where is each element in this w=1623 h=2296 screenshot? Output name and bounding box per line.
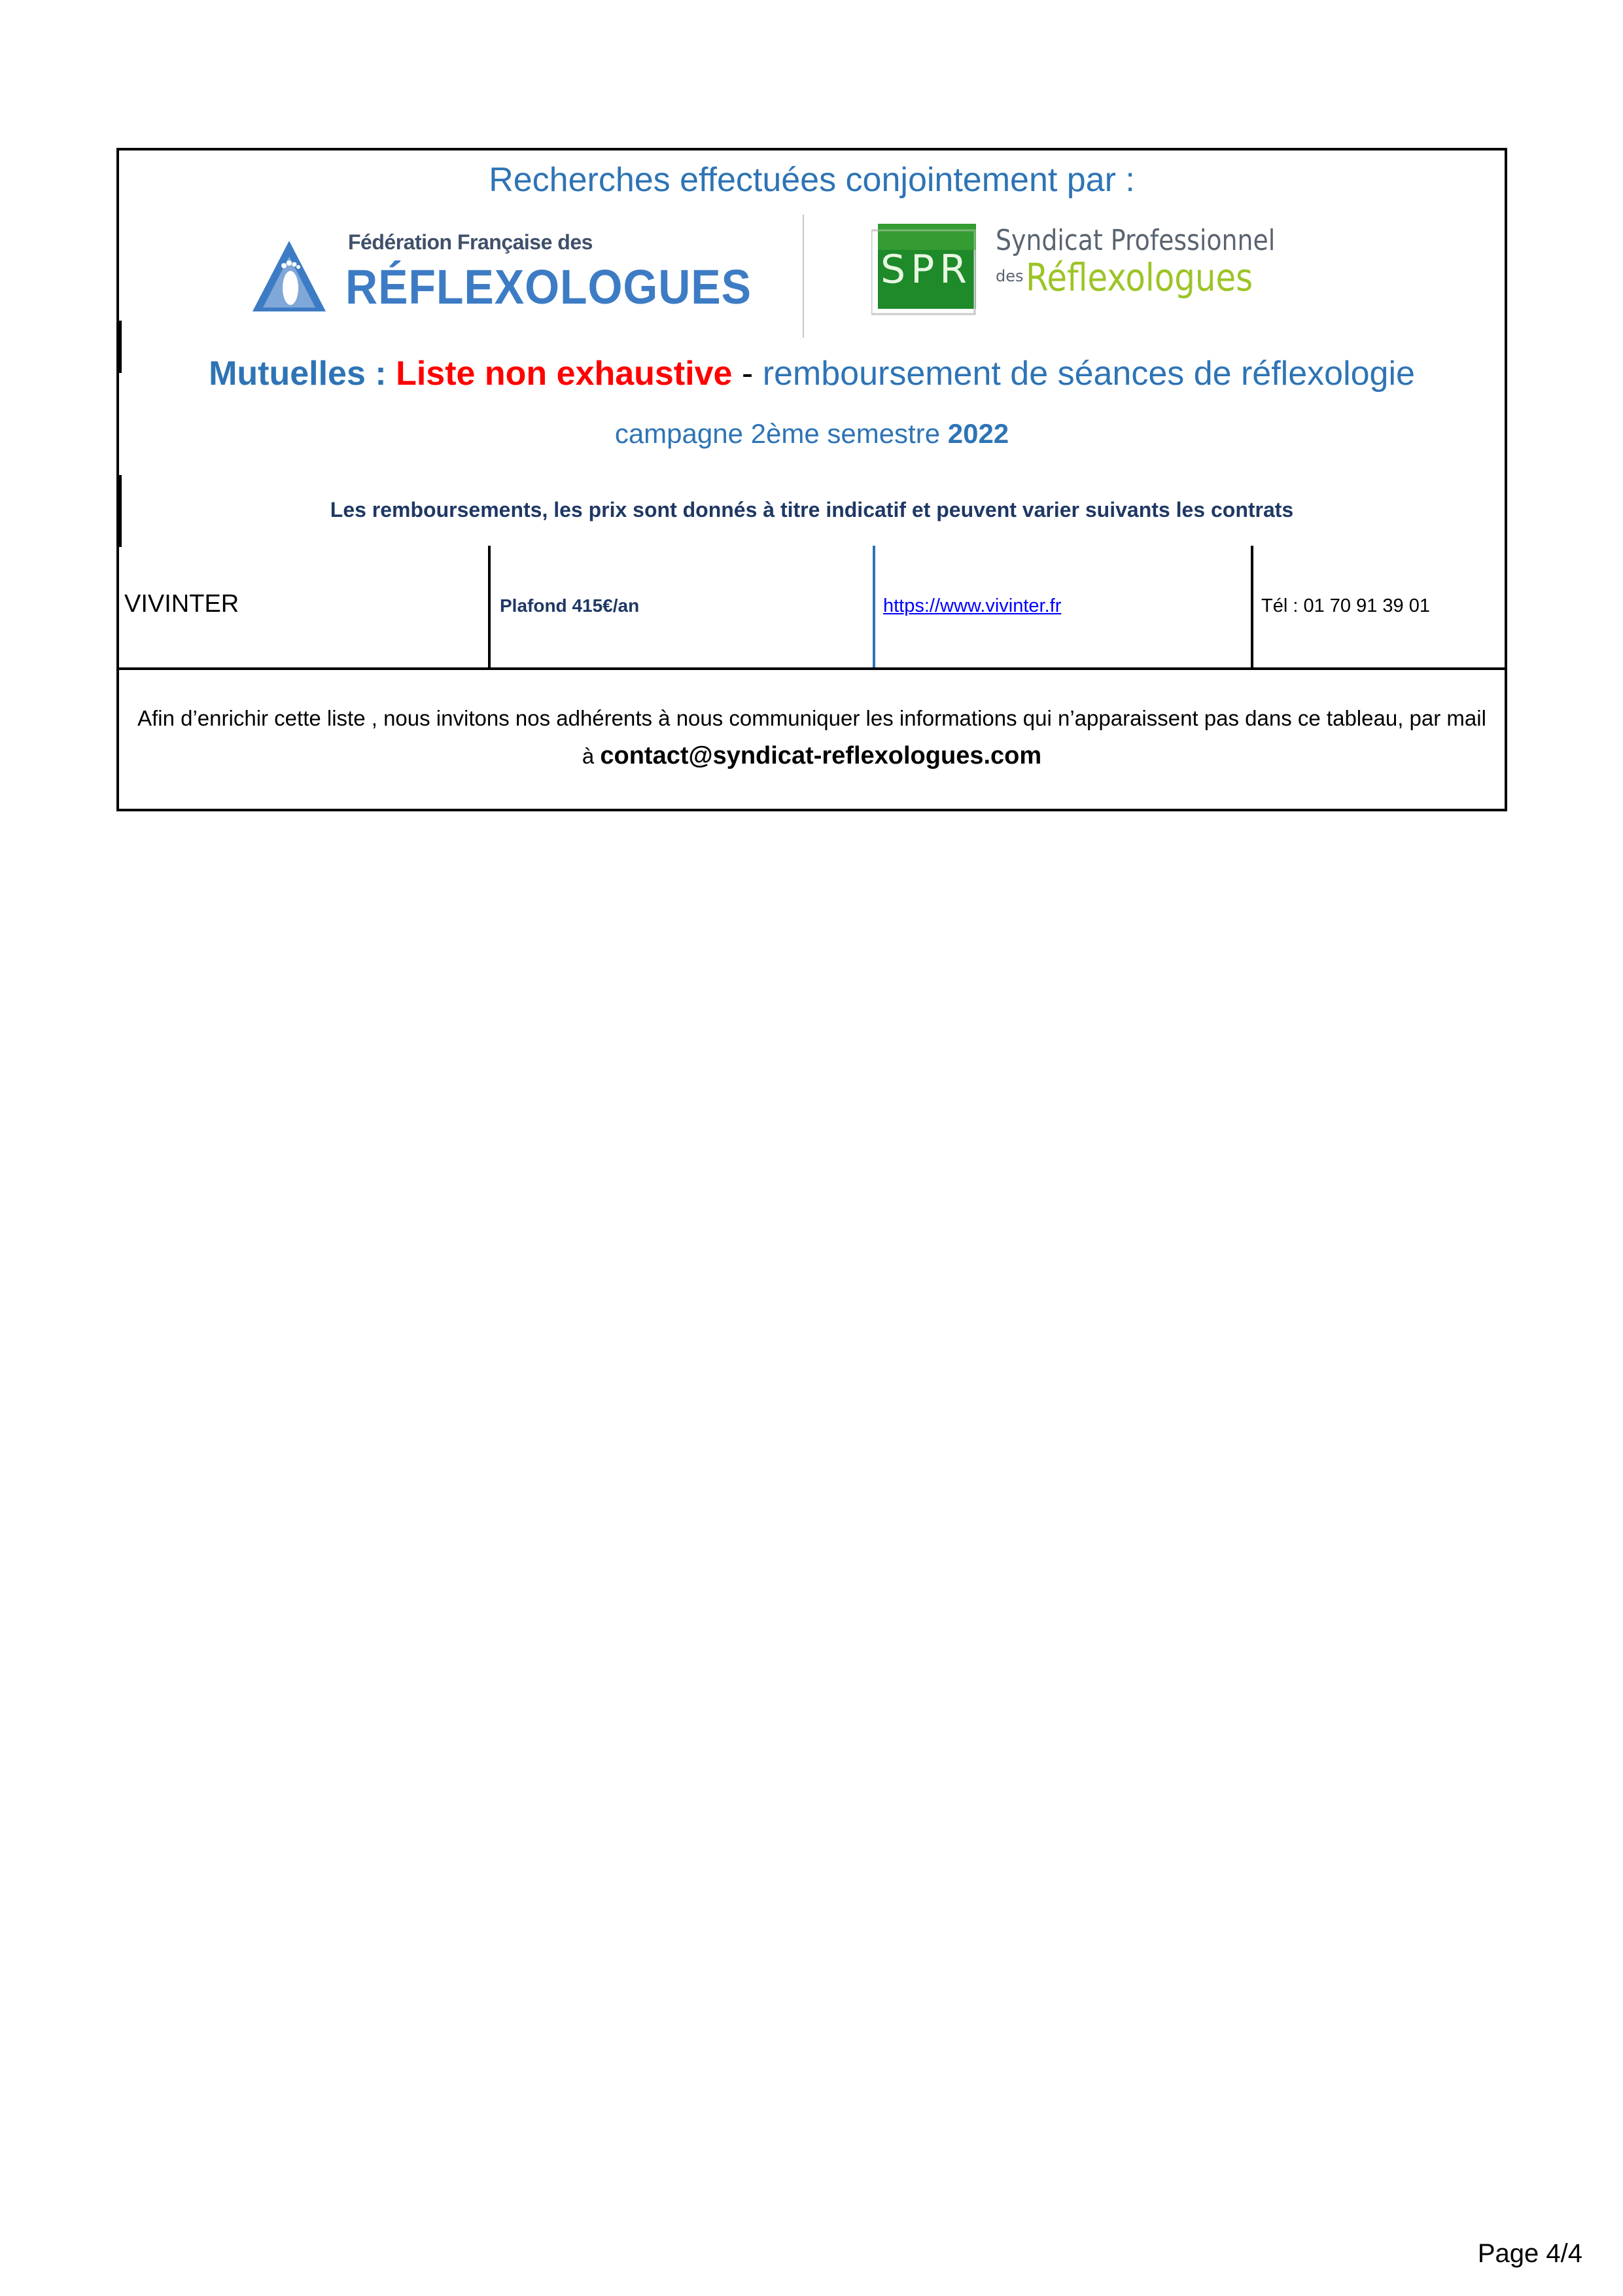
footer-message — [132, 701, 1492, 776]
disclaimer: Les remboursements, les prix sont donnés à titre indicatif et peuvent varier suivants les contrats — [330, 498, 1294, 521]
ffr-logo — [250, 230, 752, 322]
spr-logo-line2: Réflexologues — [1026, 255, 1253, 300]
logo-divider — [803, 215, 804, 338]
title-remboursement: remboursement de séances de réflexologie — [762, 355, 1415, 393]
spr-box-text: SPR — [881, 247, 972, 292]
spr-logo-line1: Syndicat Professionnel — [996, 224, 1276, 257]
title-liste-non-exhaustive: Liste non exhaustive — [396, 355, 733, 393]
title-mutuelles: Mutuelles : — [209, 355, 396, 393]
contact-email[interactable]: contact@syndicat-reflexologues.com — [600, 741, 1042, 769]
logos-row — [119, 204, 1505, 336]
cell-divider — [488, 546, 491, 667]
mutuelle-phone: Tél : 01 70 91 39 01 — [1261, 595, 1430, 616]
document-frame — [116, 148, 1507, 811]
spr-logo-des: des — [996, 267, 1024, 285]
spr-logo — [871, 224, 1342, 328]
campaign-text: campagne 2ème semestre — [614, 418, 948, 449]
campaign-year: 2022 — [947, 418, 1009, 449]
footer-message-text: Afin d’enrichir cette liste , nous invitons nos adhérents à nous communiquer les informations qui n’apparaissent pas dans ce tableau, par mail à — [137, 706, 1486, 768]
page-number: Page 4/4 — [1477, 2239, 1582, 2268]
mutuelle-website-link[interactable]: https://www.vivinter.fr — [883, 595, 1062, 616]
header-title: Recherches effectuées conjointement par : — [489, 161, 1135, 199]
mutuelle-plafond: Plafond 415€/an — [500, 595, 640, 616]
ffr-logo-line1: Fédération Française des — [348, 230, 593, 254]
foot-triangle-logo-icon — [250, 237, 328, 315]
mutuelle-name: VIVINTER — [124, 590, 239, 618]
campaign-line — [119, 417, 1505, 450]
main-title — [119, 353, 1505, 394]
cell-divider — [1251, 546, 1253, 667]
ffr-logo-line2: RÉFLEXOLOGUES — [345, 260, 752, 314]
cell-divider — [873, 546, 875, 667]
table-row — [119, 546, 1505, 670]
title-dash: - — [732, 355, 763, 393]
